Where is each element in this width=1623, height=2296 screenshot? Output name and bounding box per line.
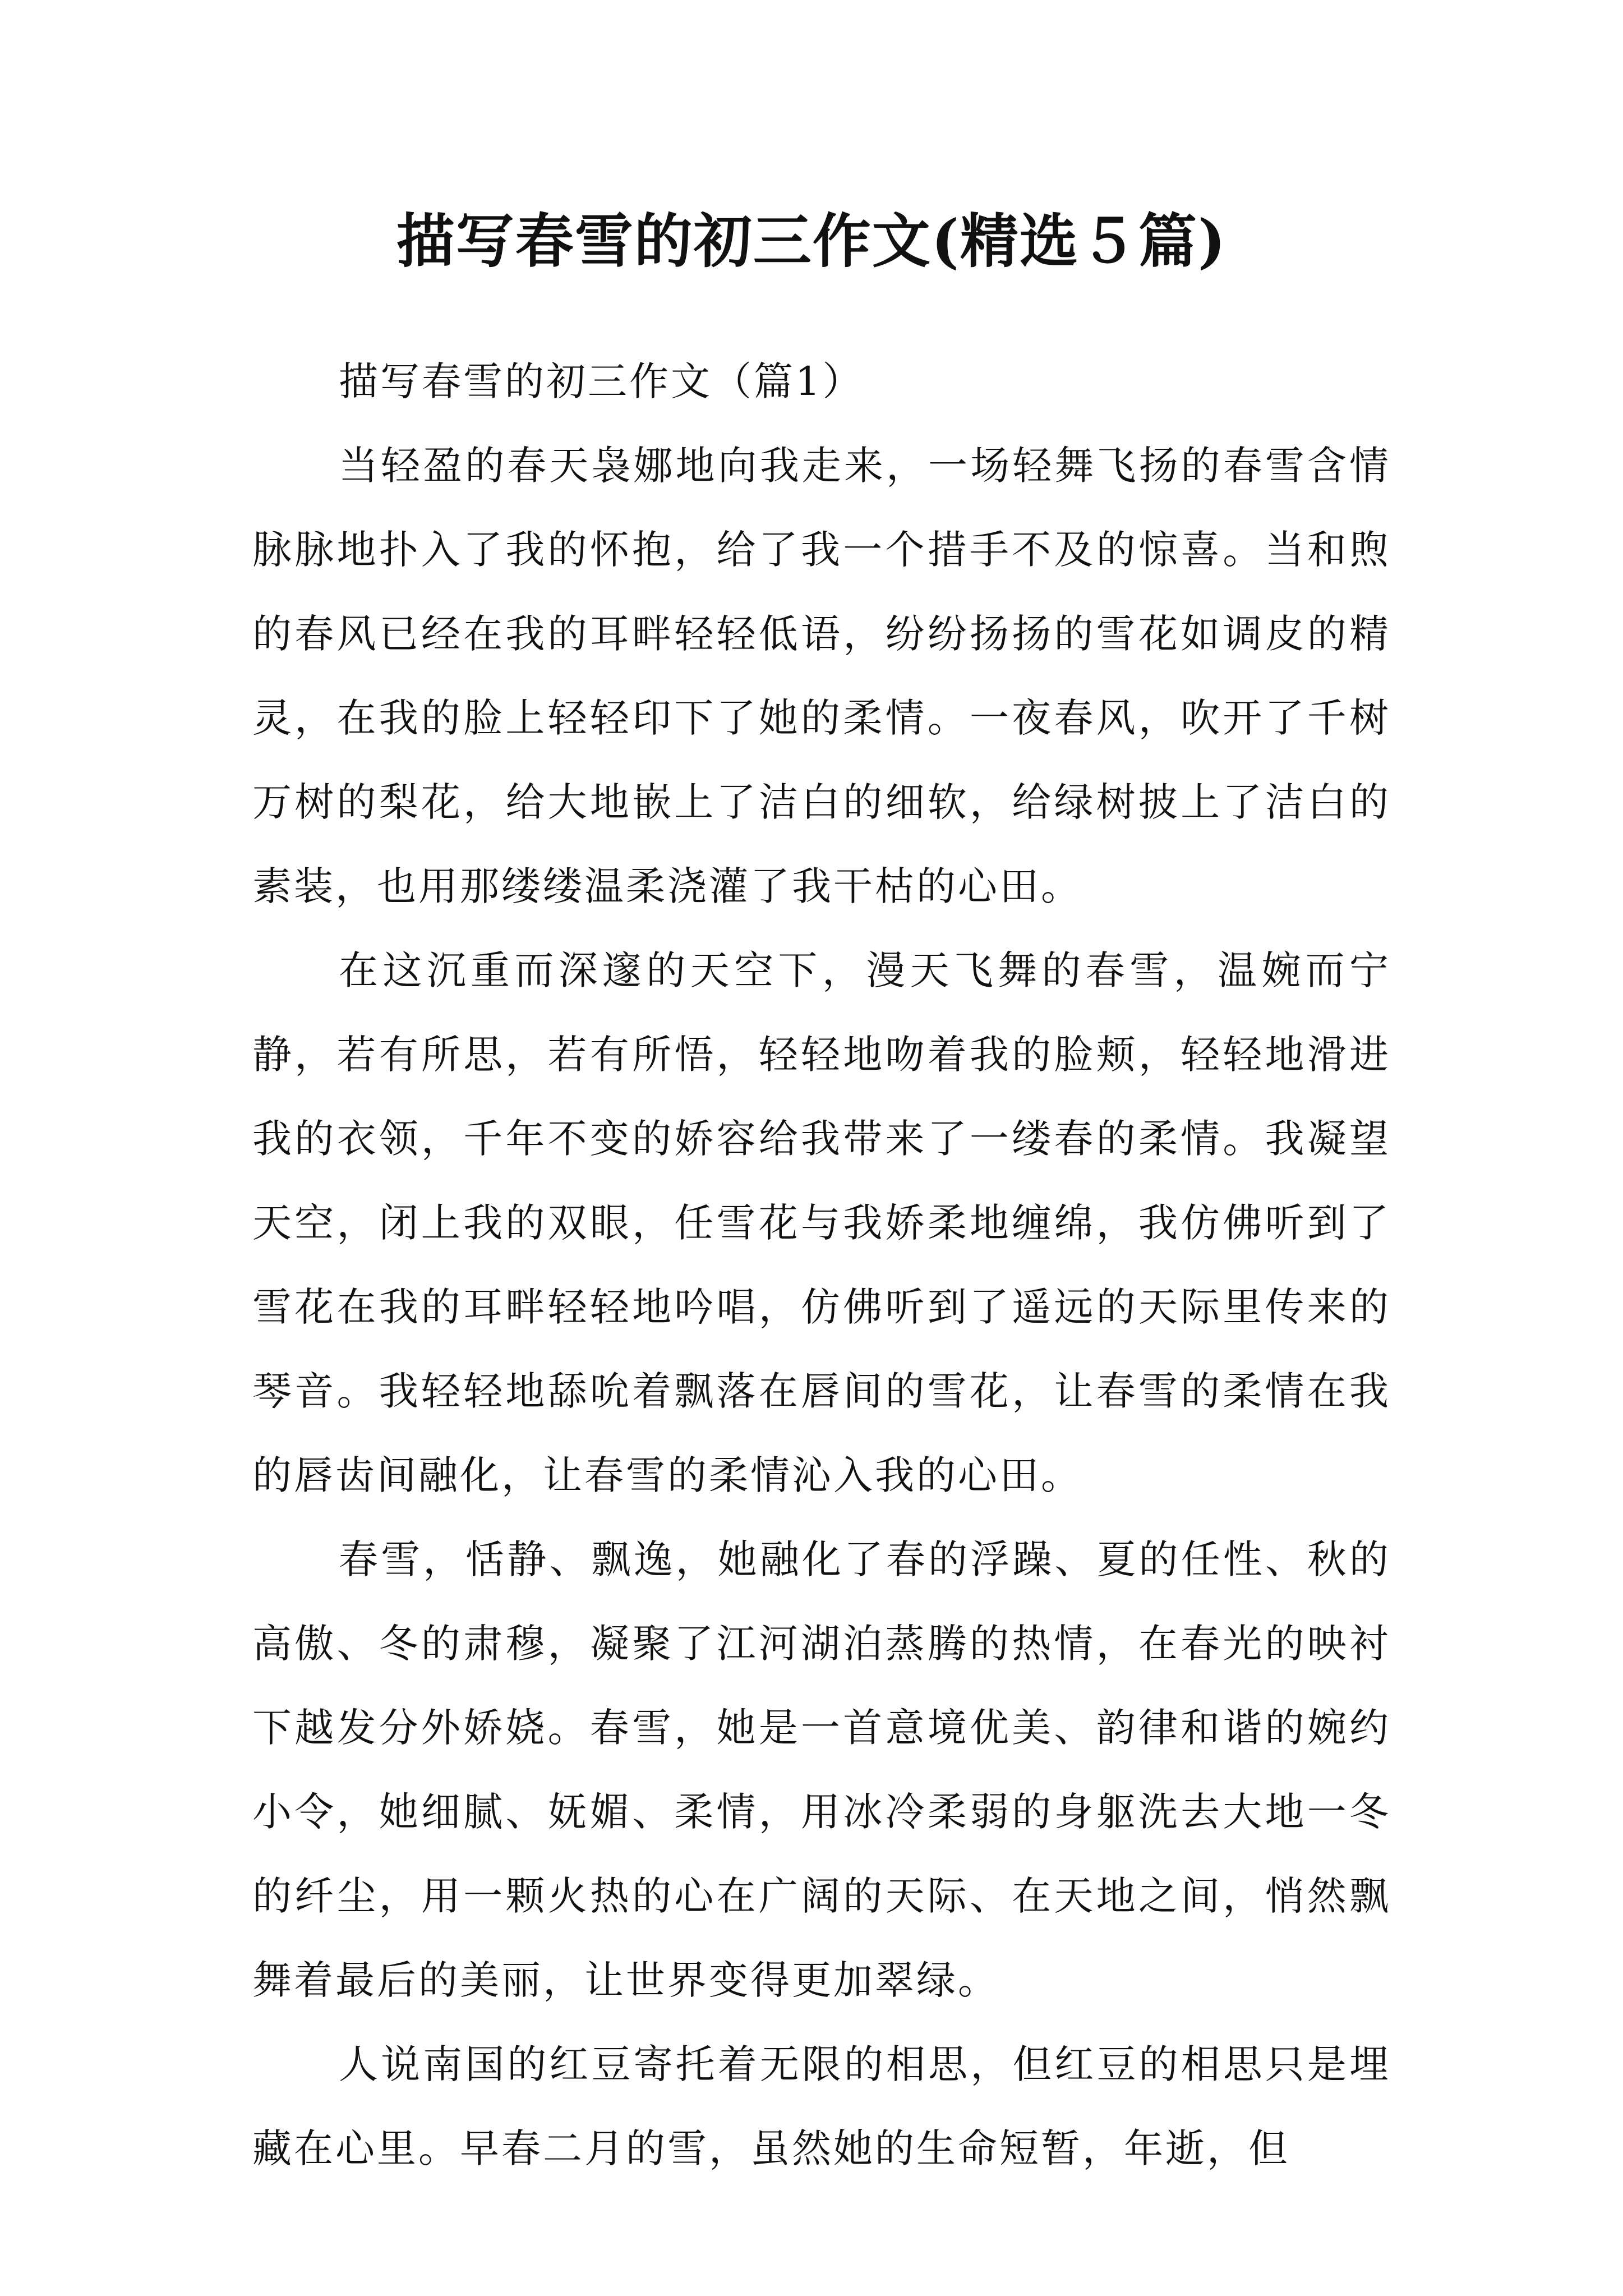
paragraph: 在这沉重而深邃的天空下，漫天飞舞的春雪，温婉而宁静，若有所思，若有所悟，轻轻地吻着我的脸颊，轻轻地滑进我的衣领，千年不变的娇容给我带来了一缕春的柔情。我凝望天空，闭上我的双眼，任雪花与我娇柔地缠绵，我仿佛听到了雪花在我的耳畔轻轻地吟唱，仿佛听到了遥远的天际里传来的琴音。我轻轻地舔吮着飘落在唇间的雪花，让春雪的柔情在我的唇齿间融化，让春雪的柔情沁入我的心田。 — [252, 947, 1391, 1498]
document-body — [252, 339, 1391, 2191]
paragraph: 春雪，恬静、飘逸，她融化了春的浮躁、夏的任性、秋的高傲、冬的肃穆，凝聚了江河湖泊蒸腾的热情，在春光的映衬下越发分外娇娆。春雪，她是一首意境优美、韵律和谐的婉约小令，她细腻、妩媚、柔情，用冰冷柔弱的身躯洗去大地一冬的纤尘，用一颗火热的心在广阔的天际、在天地之间，悄然飘舞着最后的美丽，让世界变得更加翠绿。 — [252, 1536, 1391, 2003]
paragraph: 当轻盈的春天袅娜地向我走来，一场轻舞飞扬的春雪含情脉脉地扑入了我的怀抱，给了我一个措手不及的惊喜。当和煦的春风已经在我的耳畔轻轻低语，纷纷扬扬的雪花如调皮的精灵，在我的脸上轻轻印下了她的柔情。一夜春风，吹开了千树万树的梨花，给大地嵌上了洁白的细软，给绿树披上了洁白的素装，也用那缕缕温柔浇灌了我干枯的心田。 — [252, 443, 1391, 909]
section-heading: 描写春雪的初三作文（篇1） — [339, 358, 864, 404]
paragraph: 人说南国的红豆寄托着无限的相思，但红豆的相思只是埋藏在心里。早春二月的雪，虽然她的生命短暂，年逝，但 — [252, 2041, 1391, 2171]
document-title: 描写春雪的初三作文(精选５篇) — [396, 206, 1227, 275]
